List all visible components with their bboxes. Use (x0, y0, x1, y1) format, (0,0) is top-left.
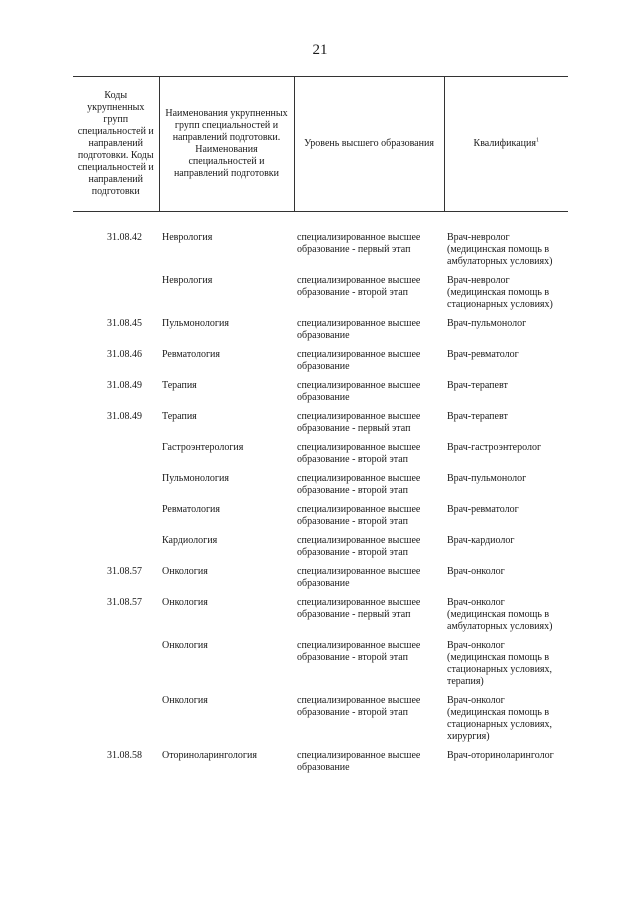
code-cell: 31.08.45 (107, 318, 142, 329)
qualification-cell: Врач-онколог (447, 566, 505, 577)
table-row (73, 380, 568, 411)
qualification-cell: Врач-ревматолог (447, 504, 519, 515)
level-cell: специализированное высшее образование - второй этап (297, 535, 421, 558)
footnote-marker: 1 (535, 137, 539, 144)
name-cell: Пульмонология (162, 318, 229, 329)
code-cell: 31.08.42 (107, 232, 142, 243)
qualification-cell: Врач-онколог (медицинская помощь в стационарных условиях, терапия) (447, 640, 553, 687)
table-row (73, 275, 568, 318)
qualification-cell: Врач-онколог (медицинская помощь в амбулаторных условиях) (447, 597, 553, 632)
code-cell (73, 535, 159, 566)
qualification-cell: Врач-пульмонолог (447, 318, 527, 329)
name-cell: Оториноларингология (162, 750, 257, 761)
table-row (73, 473, 568, 504)
table-row (73, 695, 568, 750)
name-cell: Кардиология (162, 535, 218, 546)
qualification-cell: Врач-невролог (медицинская помощь в стационарных условиях) (447, 275, 553, 310)
name-cell: Онкология (162, 695, 208, 706)
page-number: 21 (312, 42, 328, 58)
table-row (73, 597, 568, 640)
code-cell (73, 442, 159, 473)
table-row (73, 566, 568, 597)
qualification-cell: Врач-терапевт (447, 411, 508, 422)
level-cell: специализированное высшее образование - первый этап (297, 411, 421, 434)
name-cell: Пульмонология (162, 473, 229, 484)
specialty-table (73, 76, 568, 781)
name-cell: Онкология (162, 566, 208, 577)
code-cell (73, 504, 159, 535)
code-cell: 31.08.57 (107, 597, 142, 608)
qualification-cell: Врач-терапевт (447, 380, 508, 391)
level-cell: специализированное высшее образование - второй этап (297, 275, 421, 298)
level-cell: специализированное высшее образование (297, 349, 421, 372)
level-cell: специализированное высшее образование - второй этап (297, 473, 421, 496)
name-cell: Неврология (162, 232, 213, 243)
table-row (73, 535, 568, 566)
table-row (73, 411, 568, 442)
table-row (73, 504, 568, 535)
level-cell: специализированное высшее образование (297, 750, 421, 773)
table-row (73, 349, 568, 380)
name-cell: Терапия (162, 411, 197, 422)
qualification-cell: Врач-невролог (медицинская помощь в амбулаторных условиях) (447, 232, 553, 267)
header-qualification-label: Квалификация (473, 138, 536, 149)
name-cell: Неврология (162, 275, 213, 286)
name-cell: Гастроэнтерология (162, 442, 244, 453)
name-cell: Терапия (162, 380, 197, 391)
level-cell: специализированное высшее образование - второй этап (297, 504, 421, 527)
level-cell: специализированное высшее образование - первый этап (297, 232, 421, 255)
level-cell: специализированное высшее образование - второй этап (297, 695, 421, 718)
table-row (73, 442, 568, 473)
table-row (73, 750, 568, 781)
code-cell: 31.08.49 (107, 380, 142, 391)
code-cell: 31.08.49 (107, 411, 142, 422)
header-level: Уровень высшего образования (294, 77, 444, 212)
header-code: Коды укрупненных групп специальностей и направлений подготовки. Коды специальностей и направлений подготовки (73, 77, 159, 212)
name-cell: Онкология (162, 640, 208, 651)
level-cell: специализированное высшее образование (297, 318, 421, 341)
qualification-cell: Врач-ревматолог (447, 349, 519, 360)
table-row (73, 232, 568, 275)
table-row (73, 640, 568, 695)
qualification-cell: Врач-пульмонолог (447, 473, 527, 484)
qualification-cell: Врач-оториноларинголог (447, 750, 554, 761)
code-cell (73, 275, 159, 318)
level-cell: специализированное высшее образование (297, 380, 421, 403)
level-cell: специализированное высшее образование - второй этап (297, 442, 421, 465)
code-cell (73, 640, 159, 695)
table-spacer (73, 212, 568, 233)
code-cell: 31.08.46 (107, 349, 142, 360)
code-cell: 31.08.57 (107, 566, 142, 577)
table-row (73, 318, 568, 349)
qualification-cell: Врач-гастроэнтеролог (447, 442, 542, 453)
level-cell: специализированное высшее образование (297, 566, 421, 589)
header-name: Наименования укрупненных групп специальностей и направлений подготовки. Наименования специальностей и направлений подготовки (159, 77, 294, 212)
header-qualification (444, 77, 568, 212)
table-body (73, 212, 568, 782)
level-cell: специализированное высшее образование - первый этап (297, 597, 421, 620)
code-cell (73, 695, 159, 750)
name-cell: Онкология (162, 597, 208, 608)
name-cell: Ревматология (162, 349, 221, 360)
spacer-cell (73, 212, 568, 233)
qualification-cell: Врач-онколог (медицинская помощь в стационарных условиях, хирургия) (447, 695, 553, 742)
qualification-cell: Врач-кардиолог (447, 535, 515, 546)
code-cell (73, 473, 159, 504)
name-cell: Ревматология (162, 504, 221, 515)
level-cell: специализированное высшее образование - второй этап (297, 640, 421, 663)
code-cell: 31.08.58 (107, 750, 142, 761)
table-header-row (73, 77, 568, 212)
